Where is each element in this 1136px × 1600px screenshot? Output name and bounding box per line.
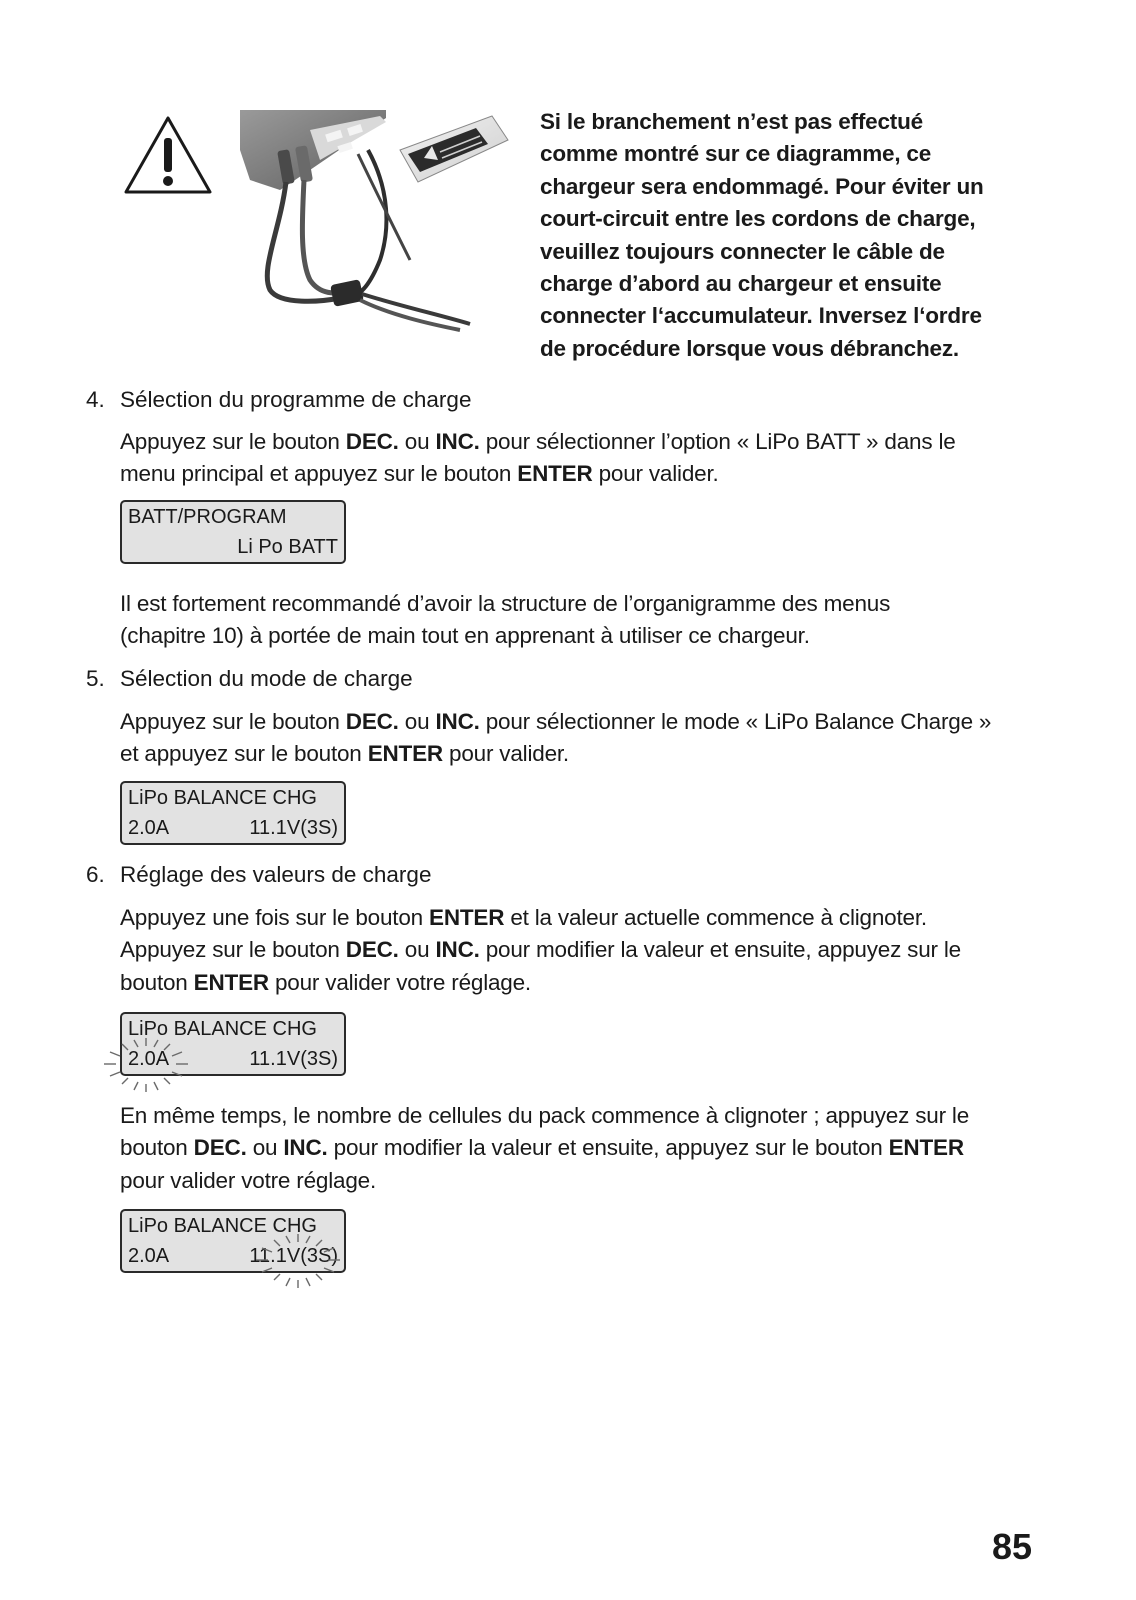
step-4-note: Il est fortement recommandé d’avoir la structure de l’organigramme des menus (chapitre 10) à portée de main tout en apprenant à utiliser ce chargeur. (120, 591, 891, 649)
dec-button-ref: DEC. (345, 709, 399, 734)
warning-line: court-circuit entre les cordons de charge, (540, 206, 976, 232)
lcd-display-current-blinking (120, 1012, 346, 1076)
lcd-display-cells-blinking (120, 1209, 346, 1273)
enter-button-ref: ENTER (517, 461, 593, 487)
inc-button-ref: INC. (435, 937, 480, 963)
lcd-line-2: Li Po BATT (237, 536, 338, 558)
enter-button-ref: ENTER (429, 905, 505, 930)
step-number: 6. (86, 862, 105, 887)
lcd-line-1: LiPo BALANCE CHG (128, 1215, 317, 1237)
lcd-display-lipo-balance (120, 781, 346, 845)
dec-button-ref: DEC. (345, 937, 399, 963)
lcd-current: 2.0A (128, 817, 170, 839)
charger-connection-photo (240, 110, 520, 332)
warning-line: veuillez toujours connecter le câble de (540, 238, 945, 264)
step-number: 5. (86, 666, 105, 691)
lcd-current: 2.0A (128, 1245, 170, 1267)
dec-button-ref: DEC. (193, 1135, 247, 1161)
lcd-voltage: 11.1V(3S) (249, 1245, 338, 1267)
warning-line: chargeur sera endommagé. Pour éviter un (540, 173, 984, 199)
inc-button-ref: INC. (435, 709, 480, 734)
enter-button-ref: ENTER (367, 741, 443, 767)
enter-button-ref: ENTER (888, 1135, 964, 1161)
lcd-display-batt-program (120, 500, 346, 564)
inc-button-ref: INC. (435, 429, 480, 454)
warning-line: connecter l‘accumulateur. Inversez l‘ordre (540, 303, 982, 329)
step-number: 4. (86, 387, 105, 412)
lcd-voltage: 11.1V(3S) (249, 817, 338, 839)
step-title: Sélection du mode de charge (120, 666, 413, 691)
lcd-line-1: BATT/PROGRAM (128, 506, 287, 528)
warning-line: Si le branchement n’est pas effectué (540, 109, 923, 134)
dec-button-ref: DEC. (345, 429, 399, 454)
step-6-cell-count-note: En même temps, le nombre de cellules du pack commence à clignoter ; appuyez sur le bouton DEC. ou INC. pour modifier la valeur et ensuite, appuyez sur le bouton ENTER pour valider votre réglage. (120, 1103, 970, 1193)
step-4-heading (86, 385, 471, 415)
step-title: Sélection du programme de charge (120, 387, 472, 412)
warning-text (540, 106, 1010, 365)
step-5-instructions: Appuyez sur le bouton DEC. ou INC. pour sélectionner le mode « LiPo Balance Charge » et appuyez sur le bouton ENTER pour valider. (120, 709, 992, 767)
step-6-heading (86, 860, 431, 890)
warning-triangle-icon (122, 114, 214, 196)
step-6-instructions: Appuyez une fois sur le bouton ENTER et la valeur actuelle commence à clignoter. Appuyez sur le bouton DEC. ou INC. pour modifier la valeur et ensuite, appuyez sur le bouton ENTER pour valider votre réglage. (120, 905, 961, 995)
enter-button-ref: ENTER (193, 969, 269, 995)
step-5-heading (86, 664, 413, 694)
step-title: Réglage des valeurs de charge (120, 862, 432, 887)
inc-button-ref: INC. (283, 1135, 328, 1161)
lcd-voltage: 11.1V(3S) (249, 1048, 338, 1070)
warning-line: de procédure lorsque vous débranchez. (540, 335, 959, 361)
warning-line: comme montré sur ce diagramme, ce (540, 141, 932, 167)
lcd-current: 2.0A (128, 1048, 170, 1070)
warning-line: charge d’abord au chargeur et ensuite (540, 271, 942, 297)
page-number: 85 (991, 1526, 1032, 1567)
step-4-instructions: Appuyez sur le bouton DEC. ou INC. pour sélectionner l’option « LiPo BATT » dans le menu principal et appuyez sur le bouton ENTER pour valider. (120, 429, 956, 487)
lcd-line-1: LiPo BALANCE CHG (128, 787, 317, 809)
lcd-line-1: LiPo BALANCE CHG (128, 1018, 317, 1040)
